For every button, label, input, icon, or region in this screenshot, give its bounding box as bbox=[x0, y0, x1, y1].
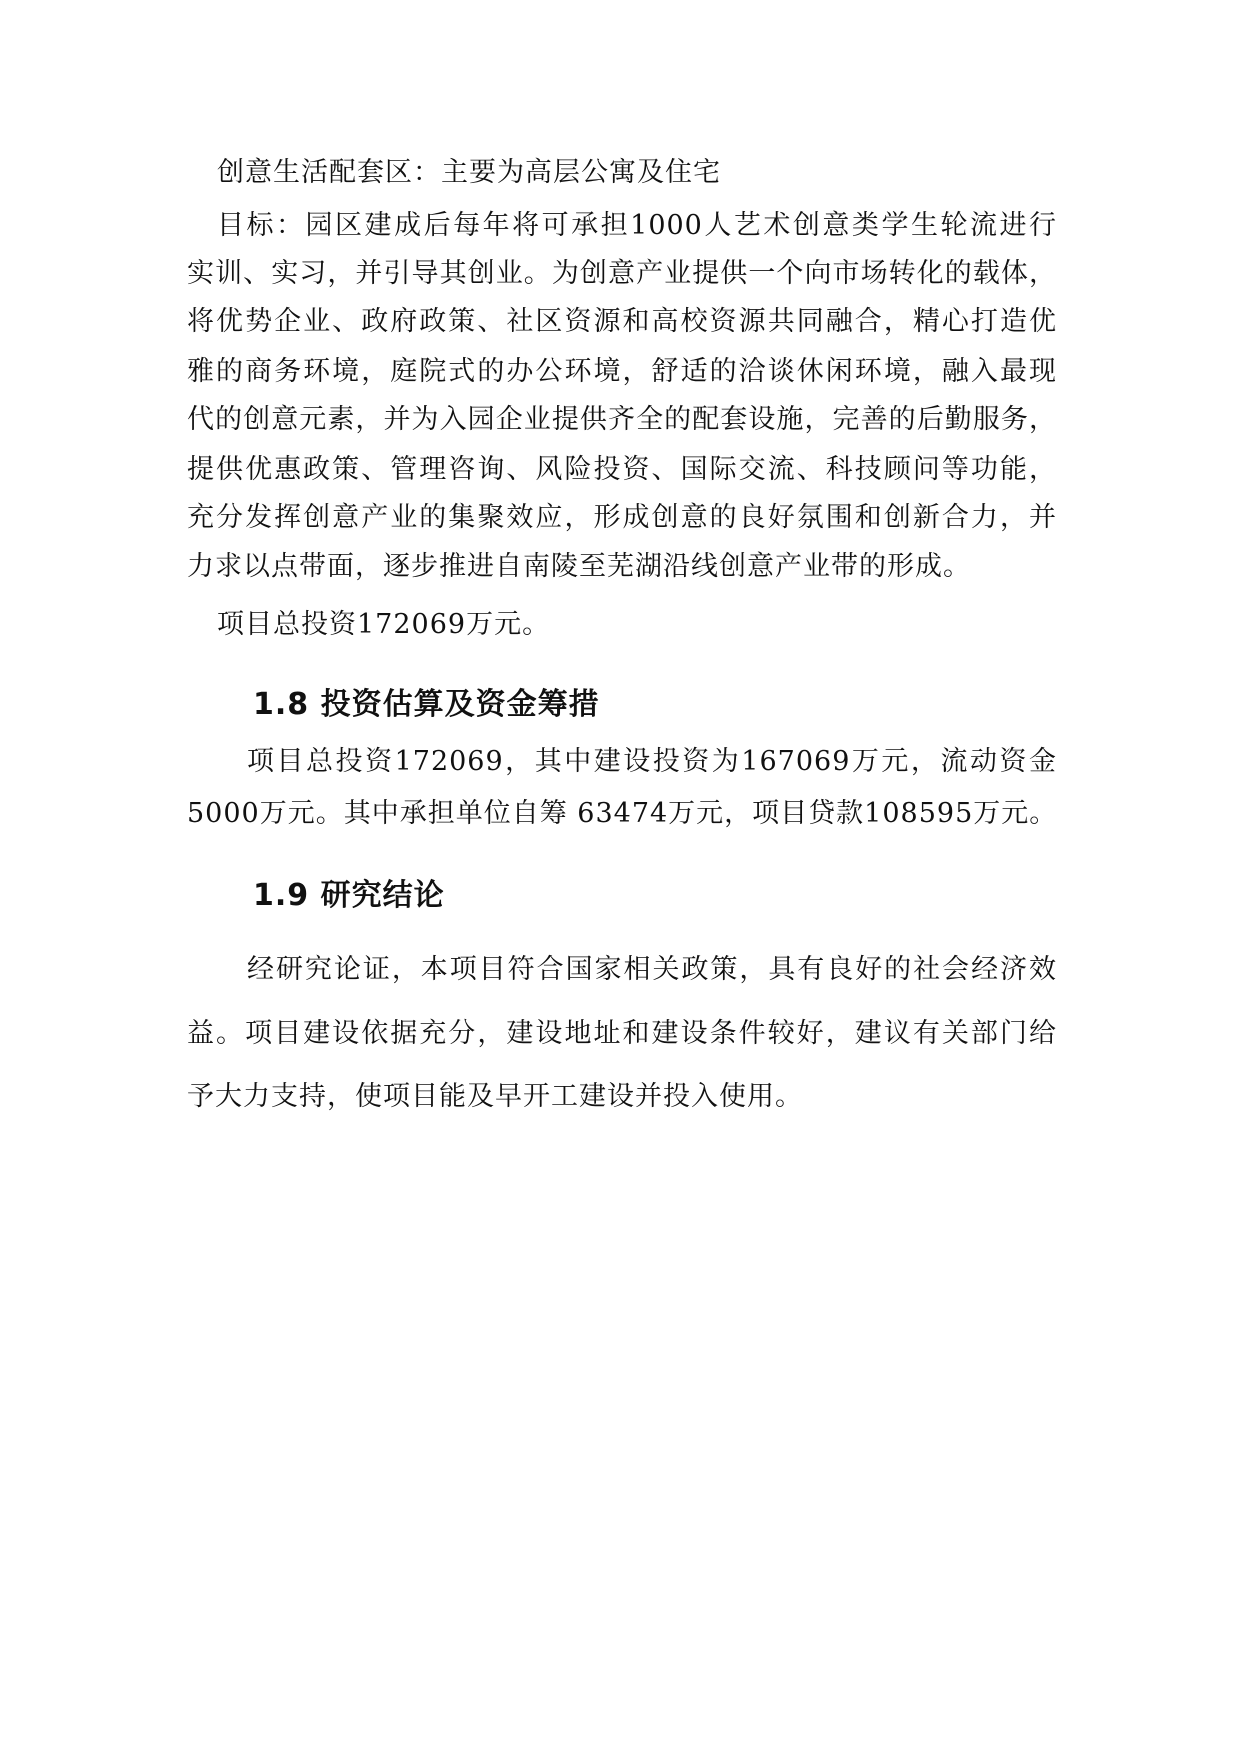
paragraph-conclusion-line: 益。项目建设依据充分，建设地址和建设条件较好，建议有关部门给 bbox=[187, 1018, 1057, 1049]
paragraph-goal-line: 充分发挥创意产业的集聚效应，形成创意的良好氛围和创新合力，并 bbox=[187, 502, 1057, 533]
paragraph-conclusion-line: 经研究论证，本项目符合国家相关政策，具有良好的社会经济效 bbox=[247, 954, 1057, 985]
paragraph-goal-line: 目标：园区建成后每年将可承担1000人艺术创意类学生轮流进行 bbox=[217, 210, 1057, 241]
paragraph-goal-line: 力求以点带面，逐步推进自南陵至芜湖沿线创意产业带的形成。 bbox=[187, 551, 971, 582]
paragraph-conclusion-line: 予大力支持，使项目能及早开工建设并投入使用。 bbox=[187, 1081, 803, 1112]
paragraph-goal-line: 实训、实习，并引导其创业。为创意产业提供一个向市场转化的载体， bbox=[187, 258, 1057, 289]
paragraph-investment-line: 5000万元。其中承担单位自筹 63474万元，项目贷款108595万元。 bbox=[187, 798, 1058, 829]
paragraph-goal-line: 提供优惠政策、管理咨询、风险投资、国际交流、科技顾问等功能， bbox=[187, 454, 1057, 485]
paragraph-goal-line: 雅的商务环境，庭院式的办公环境，舒适的洽谈休闲环境，融入最现 bbox=[187, 356, 1057, 387]
paragraph-goal-line: 将优势企业、政府政策、社区资源和高校资源共同融合，精心打造优 bbox=[187, 306, 1057, 337]
paragraph-total-investment: 项目总投资172069万元。 bbox=[217, 609, 551, 640]
section-heading-1-9: 1.9 研究结论 bbox=[253, 878, 445, 913]
paragraph-goal-line: 代的创意元素，并为入园企业提供齐全的配套设施，完善的后勤服务， bbox=[187, 404, 1057, 435]
section-heading-1-8: 1.8 投资估算及资金筹措 bbox=[253, 687, 600, 722]
paragraph-investment-line: 项目总投资172069，其中建设投资为167069万元，流动资金 bbox=[247, 746, 1057, 777]
paragraph-living-zone: 创意生活配套区：主要为高层公寓及住宅 bbox=[217, 157, 721, 188]
